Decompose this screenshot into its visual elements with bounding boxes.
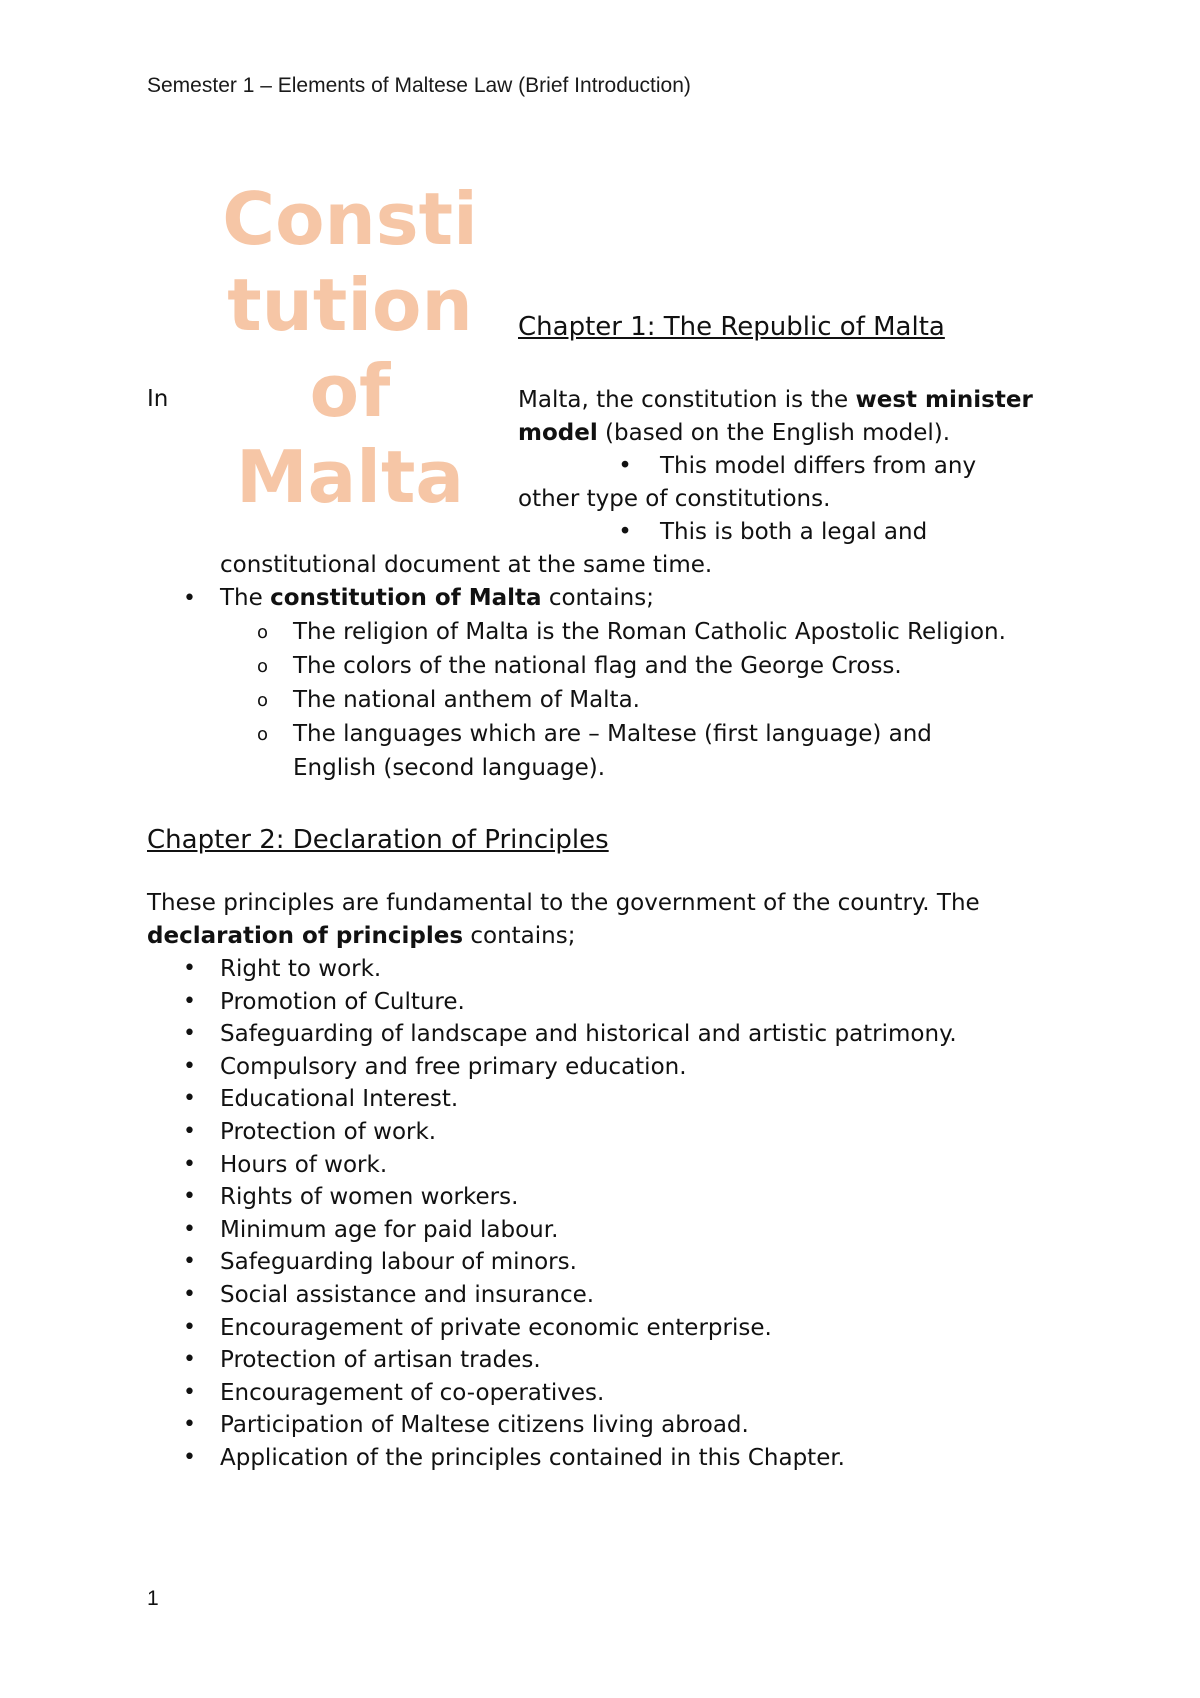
list-item: • Hours of work. [147,1149,1087,1182]
wordart-line: Consti [222,177,478,261]
list-item: • Safeguarding labour of minors. [147,1246,1087,1279]
contains-list [147,582,1087,615]
text-run: These principles are fundamental to the government of the country. The [147,890,980,916]
list-item: • Encouragement of private economic enterprise. [147,1312,1087,1345]
list-item: • Promotion of Culture. [147,986,1087,1019]
lead-word: In [147,386,169,412]
list-item: • Protection of work. [147,1116,1087,1149]
chapter2-heading: Chapter 2: Declaration of Principles [147,825,609,855]
list-item: • Minimum age for paid labour. [147,1214,1087,1247]
bullet-text: This is both a legal and [660,519,928,545]
list-item: • Application of the principles contained in this Chapter. [147,1442,1087,1475]
bullet-marker: • [618,519,632,545]
list-item: o The national anthem of Malta. [147,683,1087,717]
list-item [147,582,1087,615]
wordart-line: Malta [236,435,464,519]
bullet-text: This model differs from any [660,453,977,479]
page-header: Semester 1 – Elements of Maltese Law (Brief Introduction) [147,74,691,97]
list-item: o The languages which are – Maltese (first language) and English (second language). [147,717,993,785]
intro-paragraph [518,384,1088,450]
text-run: contains; [541,585,654,611]
list-item: • Safeguarding of landscape and historical and artistic patrimony. [147,1018,1087,1051]
list-item: o The colors of the national flag and the George Cross. [147,649,1087,683]
wordart-line: of [309,349,391,433]
chapter1-intro [518,384,1088,549]
bullet-marker: • [618,453,632,479]
text-run: The [220,585,271,611]
wordart-title [210,176,490,520]
list-item: • Rights of women workers. [147,1181,1087,1214]
wordart-line: tution [227,263,473,347]
intro-bullet [518,516,1088,549]
list-item: o The religion of Malta is the Roman Catholic Apostolic Religion. [147,615,1087,649]
bold-term: constitution of Malta [270,585,542,611]
intro-bullet [518,450,1088,483]
text-run: contains; [463,923,576,949]
list-item: • Encouragement of co-operatives. [147,1377,1087,1410]
text-run: (based on the English model). [597,420,951,446]
constitution-contents-list [147,615,1087,785]
list-item: • Social assistance and insurance. [147,1279,1087,1312]
document-body [147,582,1087,1475]
chapter1-heading: Chapter 1: The Republic of Malta [518,312,945,342]
list-item: • Right to work. [147,953,1087,986]
principles-list [147,953,1087,1475]
bullet-continuation: other type of constitutions. [518,486,831,512]
bold-term: declaration of principles [147,923,464,949]
bullet-continuation: constitutional document at the same time. [220,552,713,578]
list-item: • Educational Interest. [147,1083,1087,1116]
list-item: • Compulsory and free primary education. [147,1051,1087,1084]
text-run: Malta, the constitution is the [518,387,856,413]
bold-term: west minister model [518,387,1033,446]
chapter2-paragraph [147,887,1087,953]
page-number: 1 [147,1587,159,1610]
list-item: • Protection of artisan trades. [147,1344,1087,1377]
list-item: • Participation of Maltese citizens living abroad. [147,1409,1087,1442]
